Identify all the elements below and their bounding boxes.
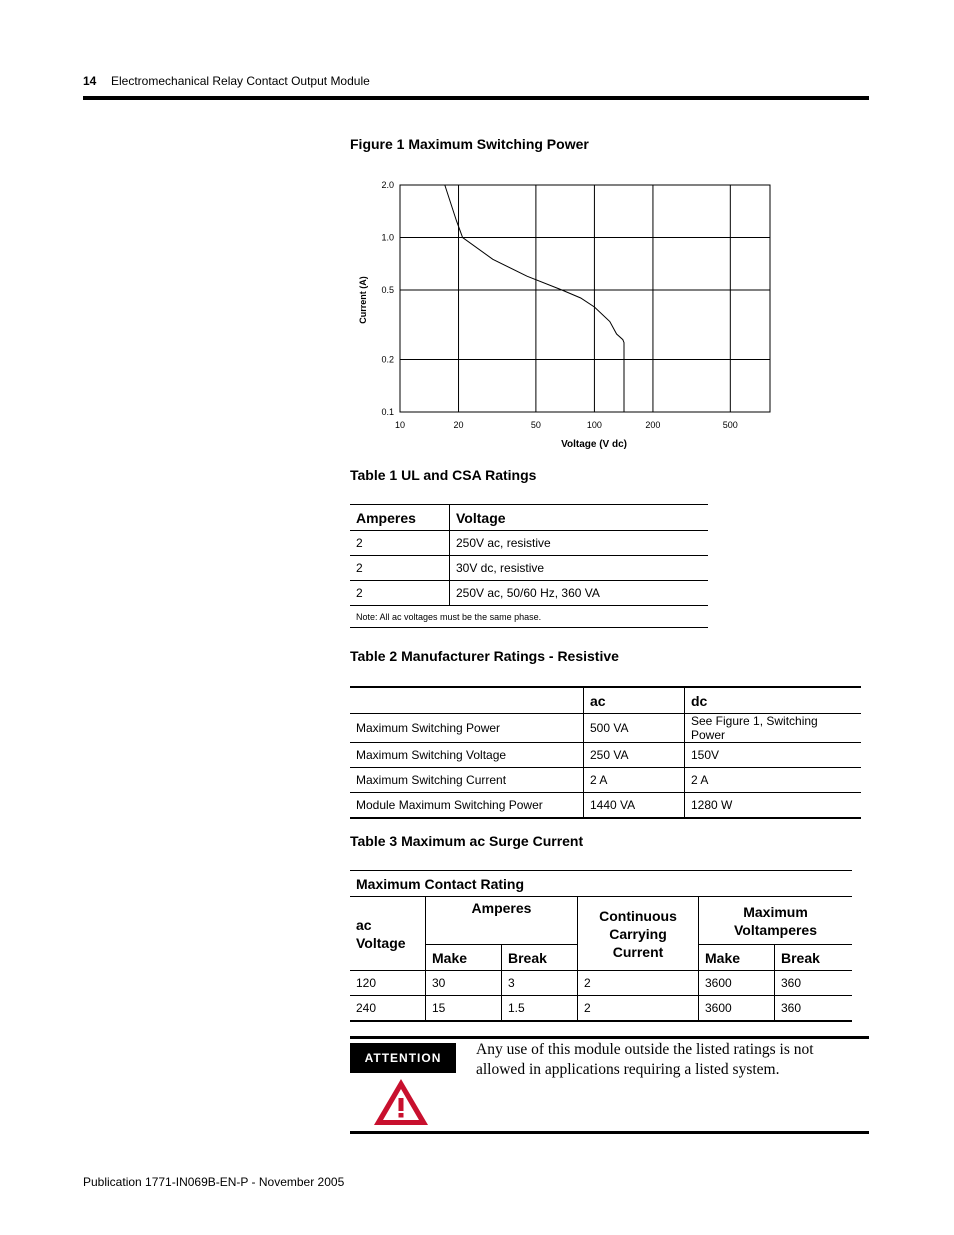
x-tick-label: 500 bbox=[722, 420, 738, 430]
table1-caption: Table 1 UL and CSA Ratings bbox=[350, 467, 537, 483]
y-tick-label: 1.0 bbox=[381, 232, 394, 243]
cell-ac: 1440 VA bbox=[584, 793, 685, 819]
table-row bbox=[350, 531, 708, 556]
y-axis-label: Current (A) bbox=[358, 276, 368, 324]
table-row bbox=[350, 971, 852, 996]
cell-voltage: 250V ac, resistive bbox=[450, 531, 709, 556]
cell-ac: 2 A bbox=[584, 768, 685, 793]
header-va-make: Make bbox=[699, 945, 775, 971]
warning-triangle-icon bbox=[372, 1077, 430, 1127]
table-row bbox=[350, 714, 861, 743]
cell-voltage: 120 bbox=[356, 976, 377, 990]
cell-ac: 500 VA bbox=[584, 714, 685, 743]
attention-bottom-rule bbox=[350, 1131, 869, 1134]
cell-voltage: 30V dc, resistive bbox=[450, 556, 709, 581]
x-tick-label: 200 bbox=[645, 420, 661, 430]
cell-amperes: 2 bbox=[356, 561, 363, 575]
cell-va-break: 360 bbox=[775, 971, 853, 996]
cell-parameter: Maximum Switching Voltage bbox=[356, 748, 507, 762]
cell-voltage: 240 bbox=[356, 1001, 377, 1015]
publication-footer: Publication 1771-IN069B-EN-P - November 2005 bbox=[83, 1175, 345, 1189]
cell-continuous: 2 bbox=[578, 971, 699, 996]
surge-current-table bbox=[350, 870, 852, 1022]
x-tick-labels bbox=[395, 420, 738, 430]
cell-continuous: 2 bbox=[578, 996, 699, 1022]
y-tick-label: 0.5 bbox=[381, 285, 394, 296]
table-note: Note: All ac voltages must be the same phase. bbox=[356, 611, 542, 622]
cell-voltage: 250V ac, 50/60 Hz, 360 VA bbox=[450, 581, 709, 606]
figure1-caption: Figure 1 Maximum Switching Power bbox=[350, 136, 589, 152]
attention-badge: ATTENTION bbox=[350, 1043, 456, 1073]
cell-parameter: Maximum Switching Power bbox=[356, 721, 501, 735]
y-tick-label: 0.2 bbox=[381, 354, 394, 365]
y-tick-label: 2.0 bbox=[381, 180, 394, 190]
cell-dc: See Figure 1, Switching Power bbox=[685, 714, 862, 743]
table-row bbox=[350, 743, 861, 768]
header-va-break: Break bbox=[775, 945, 853, 971]
cell-dc: 2 A bbox=[685, 768, 862, 793]
series-line bbox=[445, 185, 624, 412]
header-amperes: Amperes bbox=[356, 509, 416, 526]
cell-ac: 250 VA bbox=[584, 743, 685, 768]
cell-parameter: Maximum Switching Current bbox=[356, 773, 507, 787]
page-number: 14 bbox=[83, 74, 97, 88]
cell-va-make: 3600 bbox=[699, 996, 775, 1022]
y-tick-labels bbox=[381, 180, 394, 417]
cell-dc: 1280 W bbox=[685, 793, 862, 819]
x-tick-label: 10 bbox=[394, 420, 406, 430]
header-amperes-make: Make bbox=[426, 945, 502, 971]
header-amperes-break: Break bbox=[502, 945, 578, 971]
cell-amp-make: 30 bbox=[426, 971, 502, 996]
header-max-voltamperes: Maximum Voltamperes bbox=[699, 897, 853, 945]
manufacturer-ratings-table bbox=[350, 686, 861, 819]
cell-amp-make: 15 bbox=[426, 996, 502, 1022]
attention-top-rule bbox=[350, 1036, 869, 1039]
running-header-title: Electromechanical Relay Contact Output Module bbox=[111, 74, 370, 88]
table3-caption: Table 3 Maximum ac Surge Current bbox=[350, 833, 584, 849]
group-header: Maximum Contact Rating bbox=[356, 875, 525, 892]
y-tick-label: 0.1 bbox=[381, 407, 394, 417]
cell-dc: 150V bbox=[685, 743, 862, 768]
header-continuous-current: Continuous Carrying Current bbox=[578, 897, 699, 971]
x-tick-label: 20 bbox=[453, 420, 464, 430]
cell-amp-break: 3 bbox=[502, 971, 578, 996]
x-axis-label: Voltage (V dc) bbox=[561, 439, 627, 450]
header-blank bbox=[350, 687, 584, 714]
attention-text: Any use of this module outside the listed ratings is not allowed in applications requiring a listed system. bbox=[476, 1041, 814, 1078]
header-amperes: Amperes bbox=[426, 897, 578, 945]
cell-va-break: 360 bbox=[775, 996, 853, 1022]
cell-amperes: 2 bbox=[356, 536, 363, 550]
switching-power-chart bbox=[340, 170, 790, 460]
table-row bbox=[350, 996, 852, 1022]
table-row bbox=[350, 581, 708, 606]
cell-amperes: 2 bbox=[356, 586, 363, 600]
table2-caption: Table 2 Manufacturer Ratings - Resistive bbox=[350, 648, 619, 664]
header-rule bbox=[83, 96, 869, 100]
cell-va-make: 3600 bbox=[699, 971, 775, 996]
header-ac: ac bbox=[584, 687, 685, 714]
ul-csa-ratings-table bbox=[350, 504, 708, 628]
header-ac-voltage: ac Voltage bbox=[356, 916, 406, 951]
cell-amp-break: 1.5 bbox=[502, 996, 578, 1022]
table-row bbox=[350, 556, 708, 581]
x-tick-label: 100 bbox=[586, 420, 602, 430]
x-tick-label: 50 bbox=[530, 420, 541, 430]
table-row bbox=[350, 793, 861, 819]
cell-parameter: Module Maximum Switching Power bbox=[356, 798, 543, 812]
header-dc: dc bbox=[685, 687, 862, 714]
table-row bbox=[350, 768, 861, 793]
header-voltage: Voltage bbox=[450, 505, 709, 531]
